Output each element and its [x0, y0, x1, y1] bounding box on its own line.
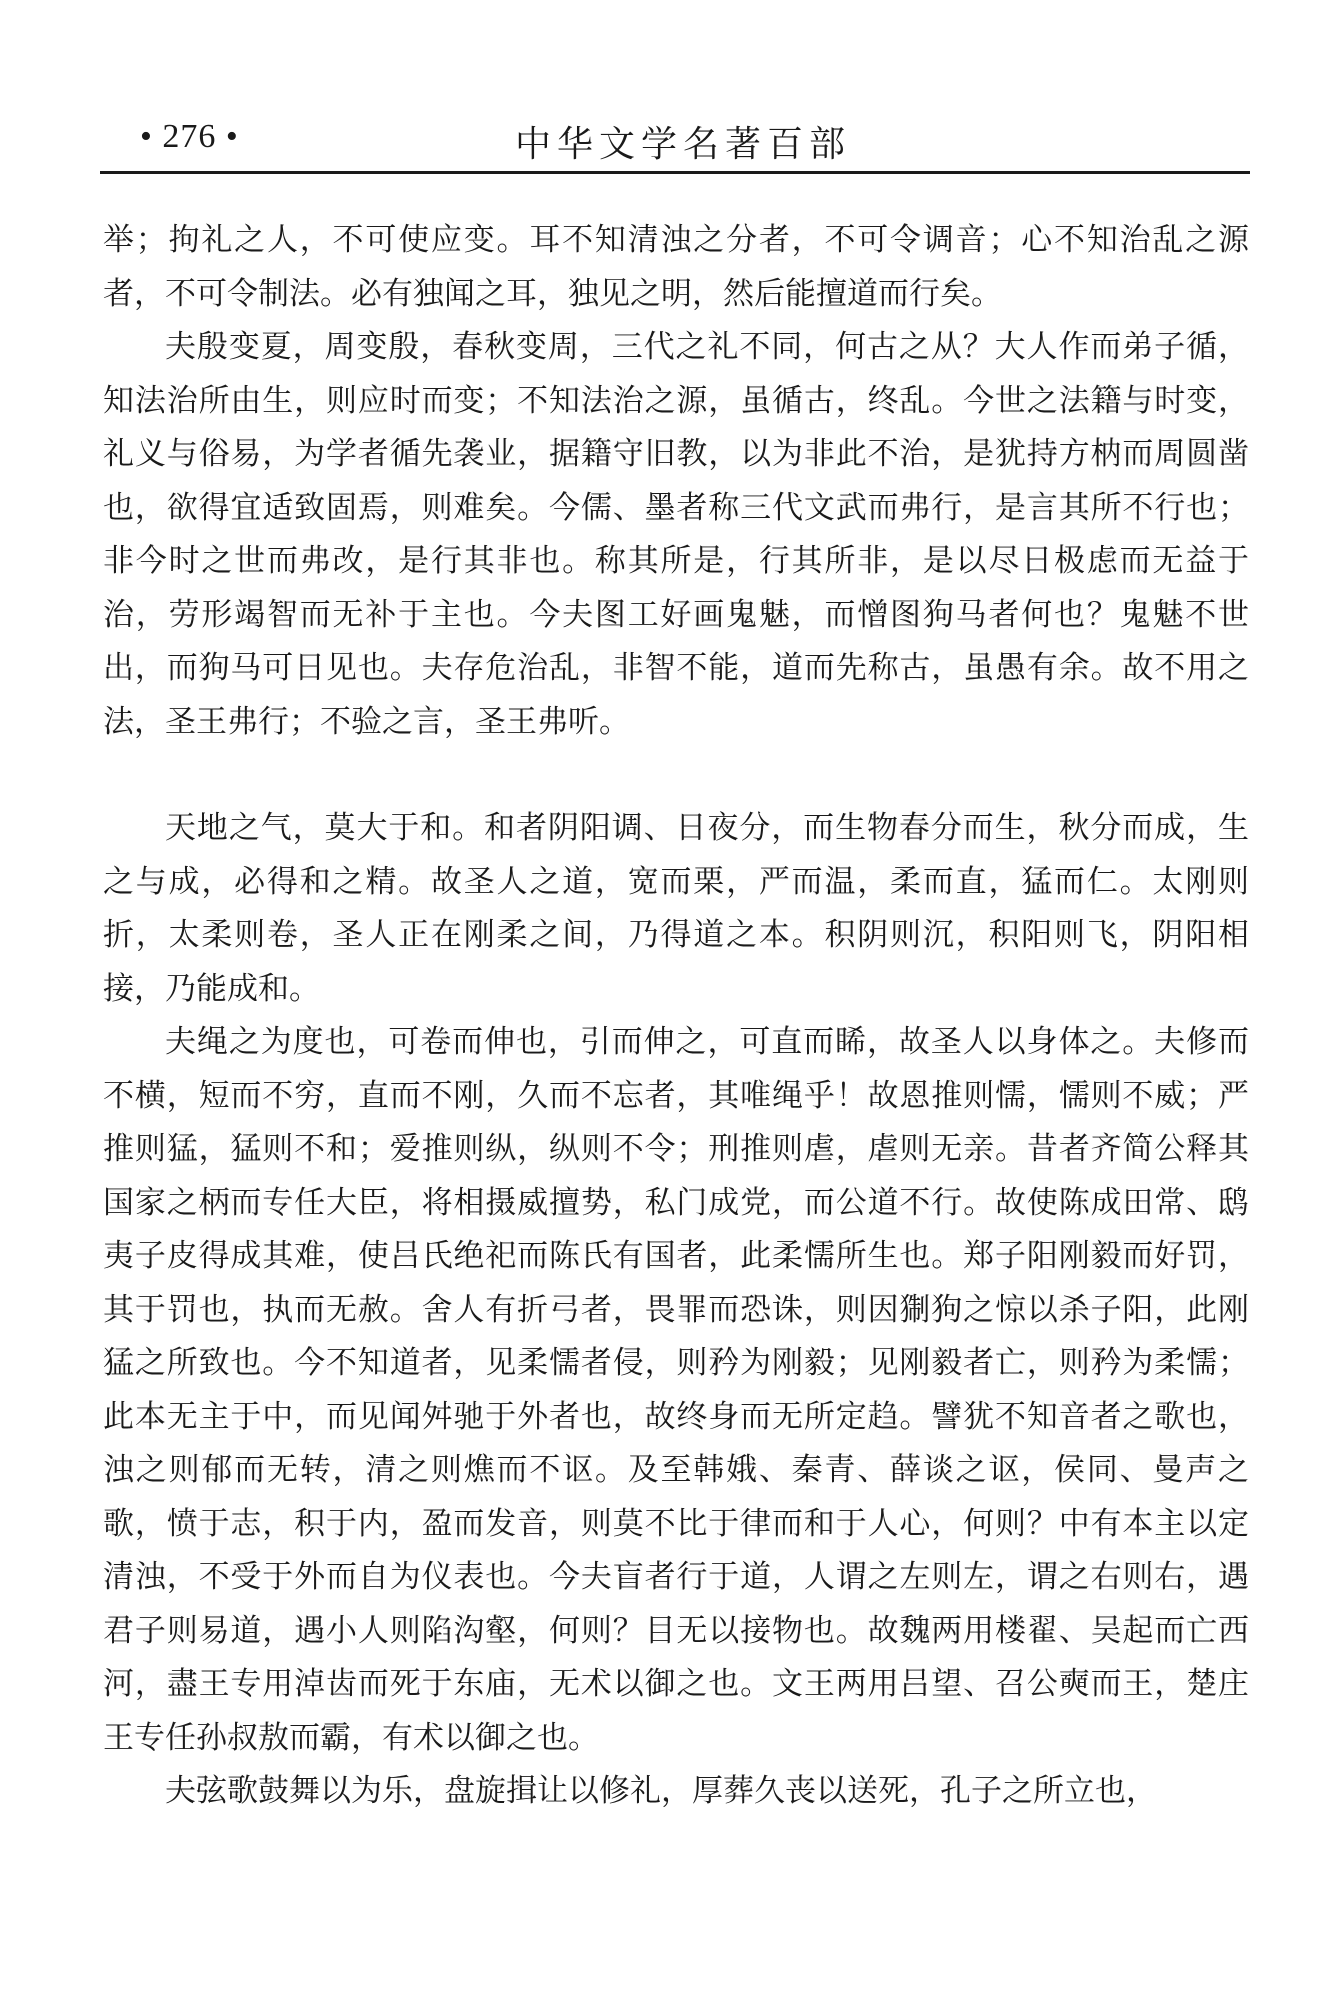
paragraph: 夫绳之为度也，可卷而伸也，引而伸之，可直而睎，故圣人以身体之。夫修而不横，短而不穷，直而不刚，久而不忘者，其唯绳乎！故恩推则懦，懦则不威；严推则猛，猛则不和；爱推则纵，纵则不令；刑推则虐，虐则无亲。昔者齐简公释其国家之柄而专任大臣，将相摄威擅势，私门成党，而公道不行。故使陈成田常、鸱夷子皮得成其难，使吕氏绝祀而陈氏有国者，此柔懦所生也。郑子阳刚毅而好罚，其于罚也，执而无赦。舍人有折弓者，畏罪而恐诛，则因猘狗之惊以杀子阳，此刚猛之所致也。今不知道者，见柔懦者侵，则矜为刚毅；见刚毅者亡，则矜为柔懦；此本无主于中，而见闻舛驰于外者也，故终身而无所定趋。譬犹不知音者之歌也，浊之则郁而无转，清之则燋而不讴。及至韩娥、秦青、薛谈之讴，侯同、曼声之歌，愤于志，积于内，盈而发音，则莫不比于律而和于人心，何则？中有本主以定清浊，不受于外而自为仪表也。今夫盲者行于道，人谓之左则左，谓之右则右，遇君子则易道，遇小人则陷沟壑，何则？目无以接物也。故魏两用楼翟、吴起而亡西河，盡王专用淖齿而死于东庙，无术以御之也。文王两用吕望、召公奭而王，楚庄王专任孙叔敖而霸，有术以御之也。 [103, 1024, 1249, 1756]
paragraph: 举；拘礼之人，不可使应变。耳不知清浊之分者，不可令调音；心不知治乱之源者，不可令制法。必有独闻之耳，独见之明，然后能擅道而行矣。 [103, 222, 1249, 312]
body-text [103, 214, 1249, 1819]
paragraph: 夫殷变夏，周变殷，春秋变周，三代之礼不同，何古之从？大人作而弟子循，知法治所由生，则应时而变；不知法治之源，虽循古，终乱。今世之法籍与时变，礼义与俗易，为学者循先袭业，据籍守旧教，以为非此不治，是犹持方枘而周圆凿也，欲得宜适致固焉，则难矣。今儒、墨者称三代文武而弗行，是言其所不行也；非今时之世而弗改，是行其非也。称其所是，行其所非，是以尽日极虑而无益于治，劳形竭智而无补于主也。今夫图工好画鬼魅，而憎图狗马者何也？鬼魅不世出，而狗马可日见也。夫存危治乱，非智不能，道而先称古，虽愚有余。故不用之法，圣王弗行；不验之言，圣王弗听。 [103, 329, 1249, 740]
page-header [100, 104, 1250, 164]
paragraph: 天地之气，莫大于和。和者阴阳调、日夜分，而生物春分而生，秋分而成，生之与成，必得和之精。故圣人之道，宽而栗，严而温，柔而直，猛而仁。太刚则折，太柔则卷，圣人正在刚柔之间，乃得道之本。积阴则沉，积阳则飞，阴阳相接，乃能成和。 [103, 810, 1249, 1007]
page-number: • 276 • [140, 118, 239, 155]
header-rule [100, 171, 1250, 174]
paragraph: 夫弦歌鼓舞以为乐，盘旋揖让以修礼，厚葬久丧以送死，孔子之所立也， [165, 1773, 1157, 1809]
book-title: 中华文学名著百部 [515, 124, 852, 165]
